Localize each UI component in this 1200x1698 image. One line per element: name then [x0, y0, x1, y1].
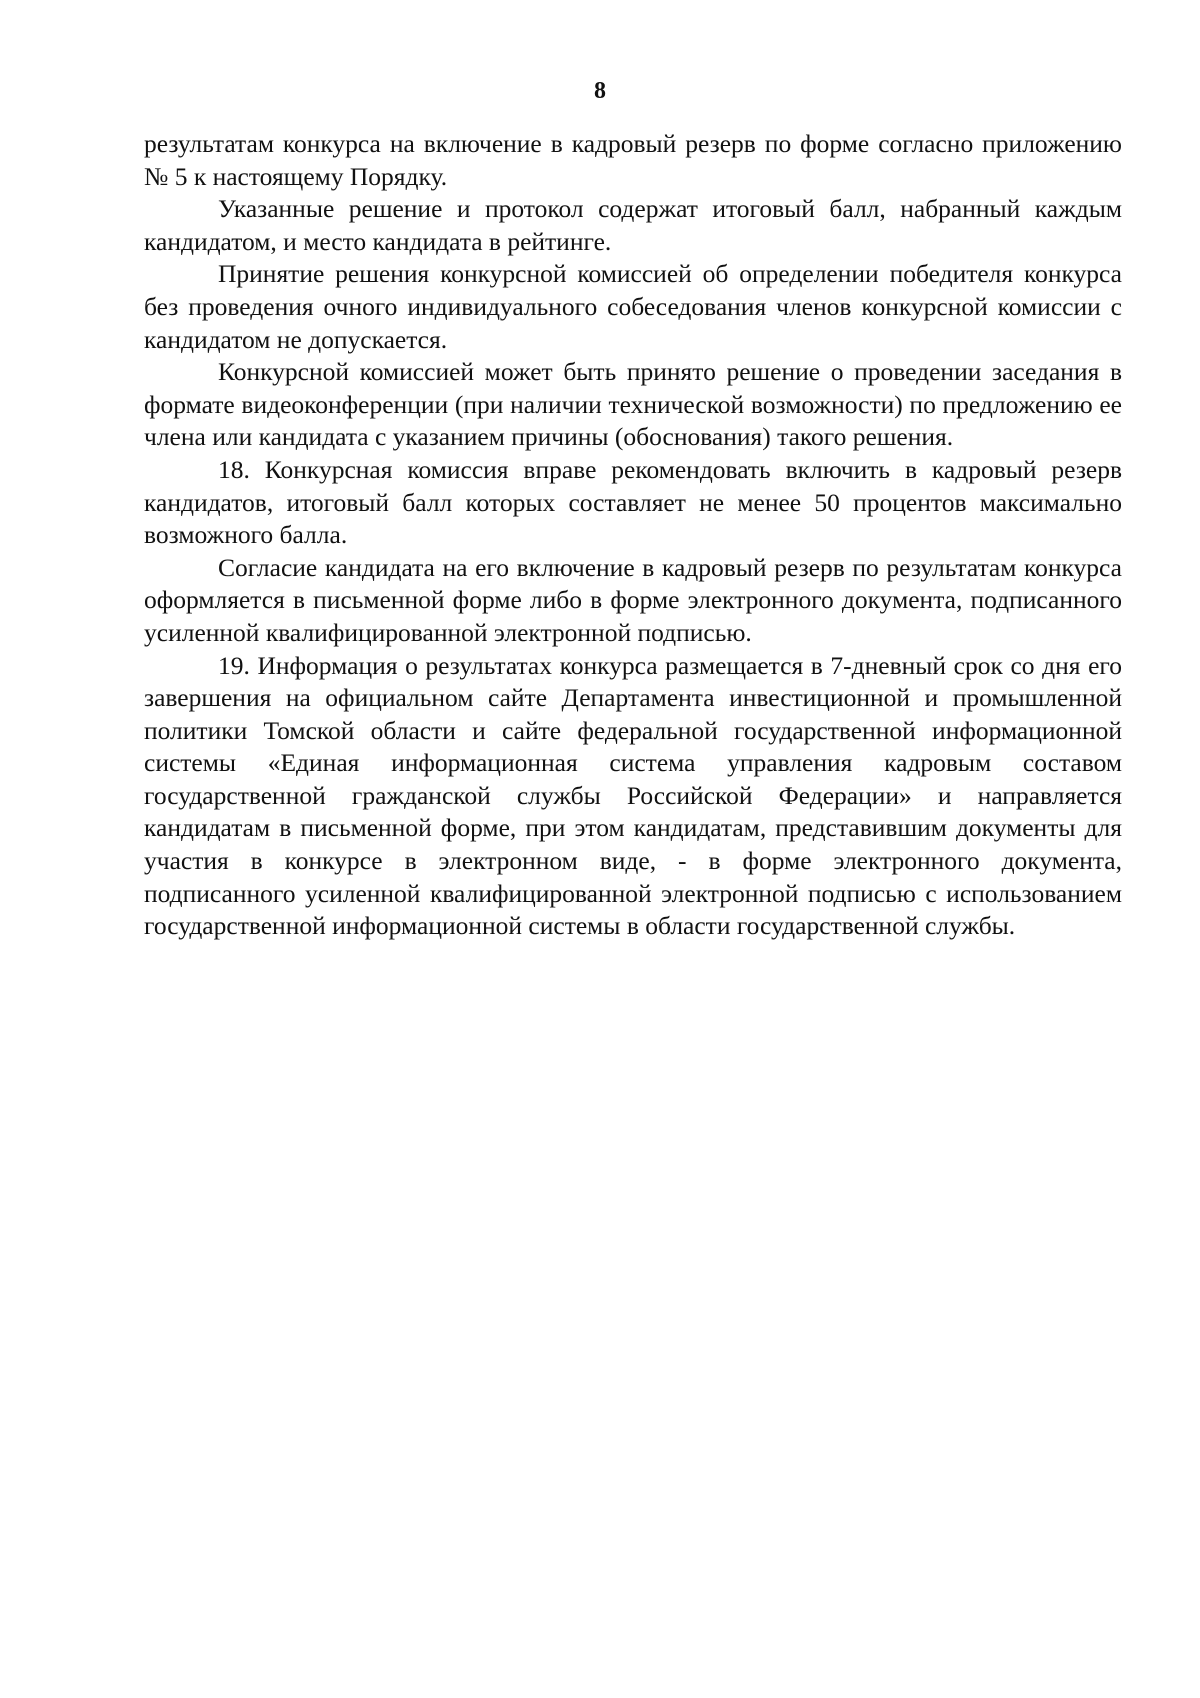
document-body [144, 128, 1122, 943]
page-number: 8 [594, 78, 606, 104]
paragraph-item-19: 19. Информация о результатах конкурса размещается в 7-дневный срок со дня его завершения на официальном сайте Департамента инвестиционной и промышленной политики Томской области и сайте федеральной государственной информационной системы «Единая информационная система управления кадровым составом государственной гражданской службы Российской Федерации» и направляется кандидатам в письменной форме, при этом кандидатам, представившим документы для участия в конкурсе в электронном виде, - в форме электронного документа, подписанного усиленной квалифицированной электронной подписью с использованием государственной информационной системы в области государственной службы. [144, 650, 1122, 941]
paragraph-item-18: 18. Конкурсная комиссия вправе рекомендовать включить в кадровый резерв кандидатов, итоговый балл которых составляет не менее 50 процентов максимально возможного балла. [144, 454, 1122, 550]
paragraph-videoconference: Конкурсной комиссией может быть принято решение о проведении заседания в формате видеоконференции (при наличии технической возможности) по предложению ее члена или кандидата с указанием причины (обоснования) такого решения. [144, 357, 1122, 452]
paragraph-candidate-consent: Согласие кандидата на его включение в кадровый резерв по результатам конкурса оформляется в письменной форме либо в форме электронного документа, подписанного усиленной квалифицированной электронной подписью. [144, 552, 1122, 647]
paragraph-decision-protocol: Указанные решение и протокол содержат итоговый балл, набранный каждым кандидатом, и место кандидата в рейтинге. [144, 194, 1122, 256]
paragraph-interview-requirement: Принятие решения конкурсной комиссией об определении победителя конкурса без проведения очного индивидуального собеседования членов конкурсной комиссии с кандидатом не допускается. [144, 259, 1122, 354]
paragraph-continuation: результатам конкурса на включение в кадровый резерв по форме согласно приложению № 5 к настоящему Порядку. [144, 129, 1122, 191]
